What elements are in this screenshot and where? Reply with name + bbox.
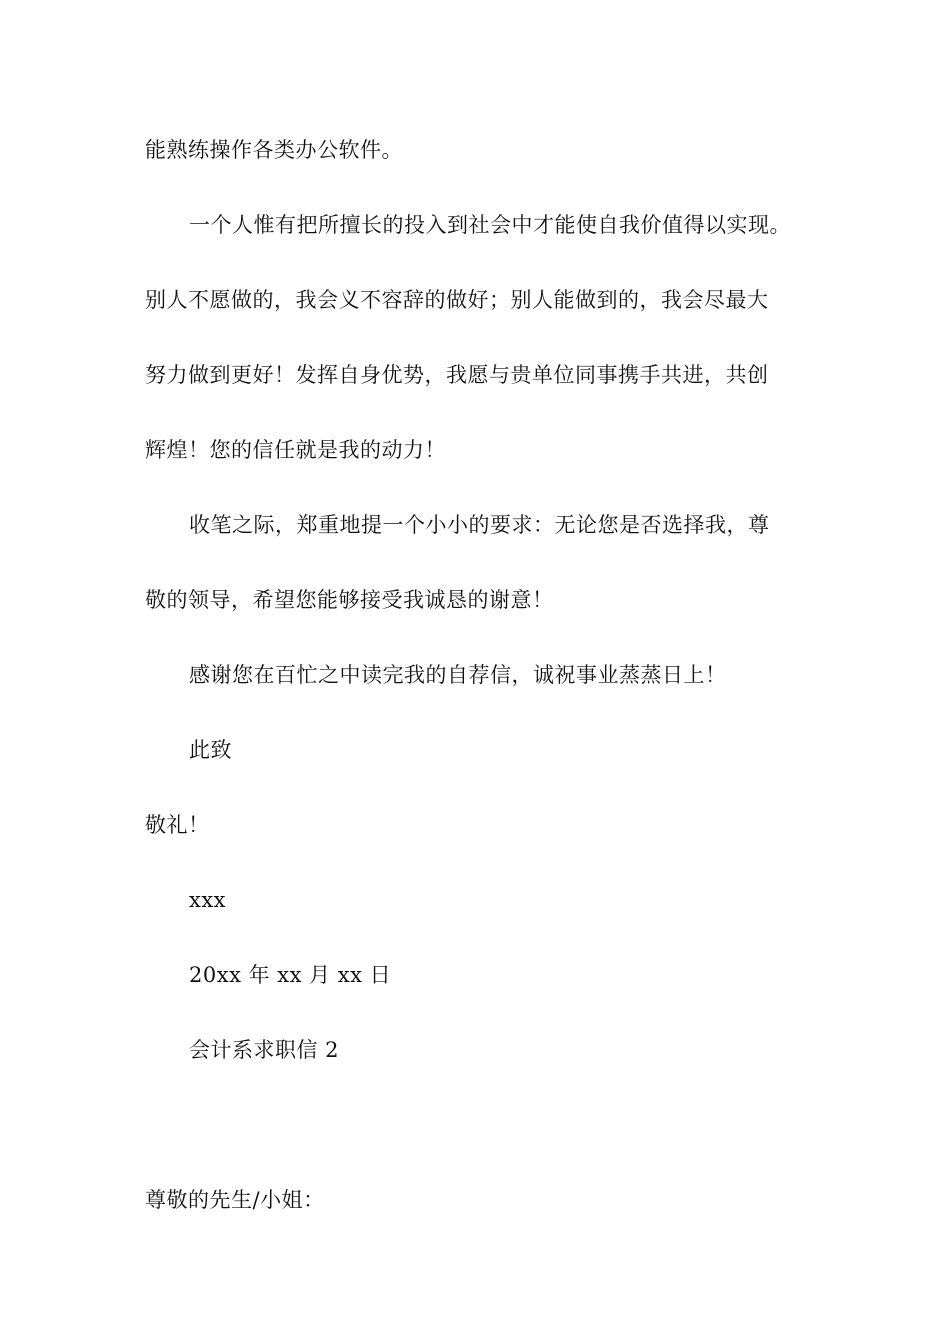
signature-name: xxx <box>189 888 227 912</box>
paragraph-line-3: 别人不愿做的，我会义不容辞的做好；别人能做到的，我会尽最大 <box>145 288 769 312</box>
paragraph-line-7: 敬的领导，希望您能够接受我诚恳的谢意！ <box>145 588 554 612</box>
paragraph-line-2: 一个人惟有把所擅长的投入到社会中才能使自我价值得以实现。 <box>189 213 791 237</box>
paragraph-line-6: 收笔之际，郑重地提一个小小的要求：无论您是否选择我，尊 <box>189 513 770 537</box>
closing-salutation: 此致 <box>189 738 232 762</box>
paragraph-line-5: 辉煌！您的信任就是我的动力！ <box>145 438 446 462</box>
closing-respect: 敬礼！ <box>145 813 210 837</box>
section-title: 会计系求职信 2 <box>189 1038 340 1062</box>
signature-date: 20xx 年 xx 月 xx 日 <box>189 963 392 987</box>
paragraph-line-8: 感谢您在百忙之中读完我的自荐信，诚祝事业蒸蒸日上！ <box>189 663 727 687</box>
paragraph-line-1: 能熟练操作各类办公软件。 <box>145 138 403 162</box>
paragraph-line-4: 努力做到更好！发挥自身优势，我愿与贵单位同事携手共进，共创 <box>145 363 769 387</box>
greeting-line: 尊敬的先生/小姐： <box>145 1188 325 1212</box>
